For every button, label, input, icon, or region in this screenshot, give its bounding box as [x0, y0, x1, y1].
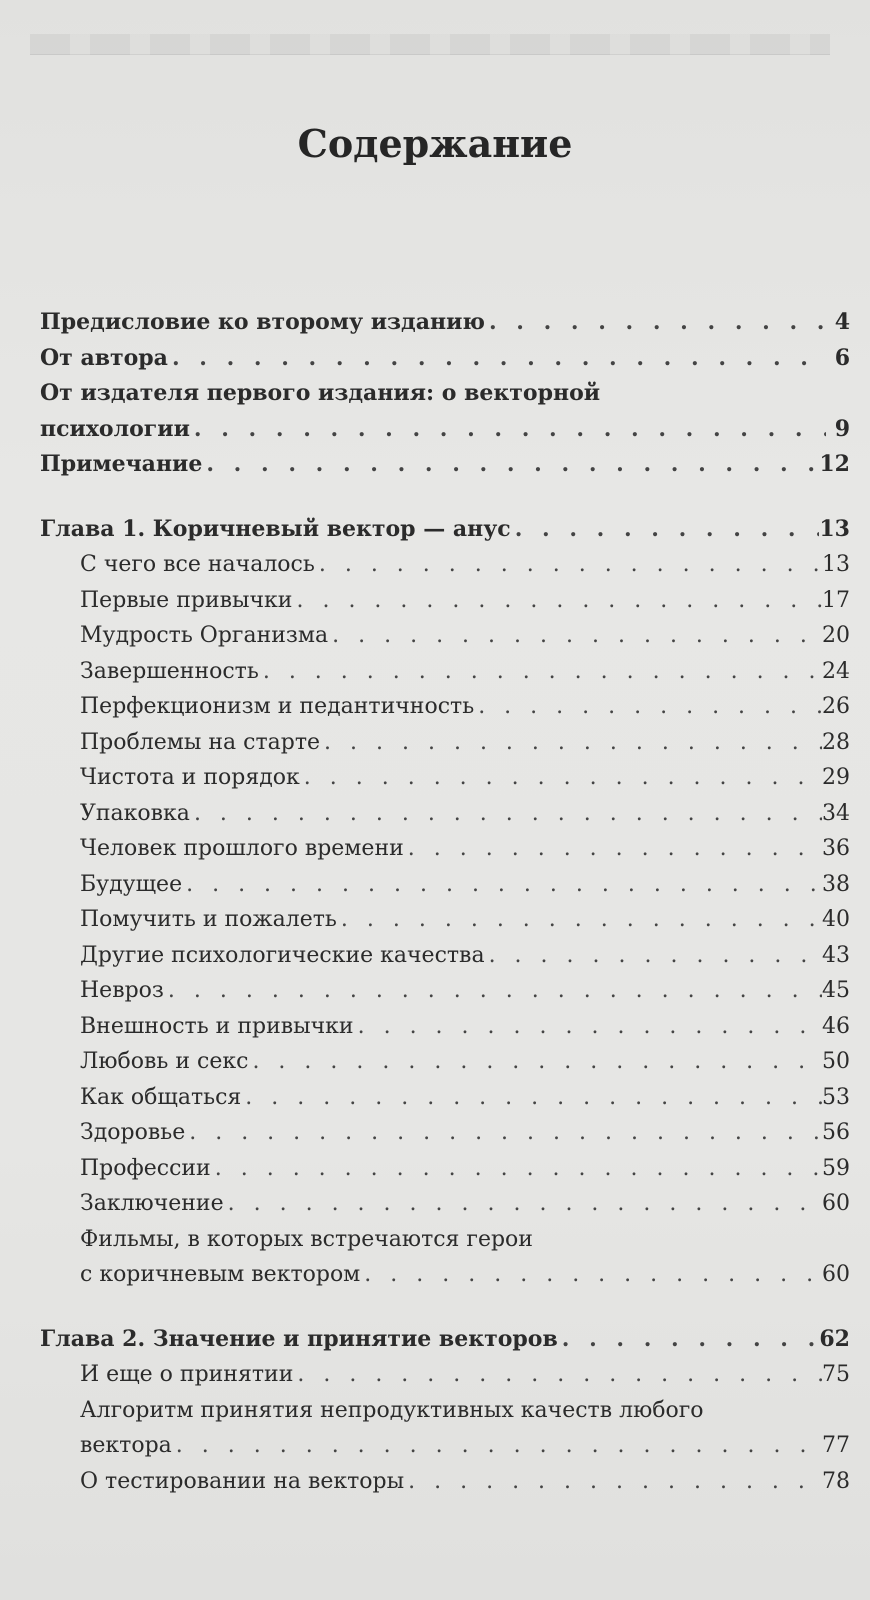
toc-entry-line [80, 689, 850, 725]
toc-entry [40, 1115, 850, 1151]
toc-entry-label: Внешность и привычки [80, 1013, 354, 1039]
dot-leader [202, 447, 819, 483]
toc-entry-line [80, 1151, 850, 1187]
dot-leader [474, 689, 822, 725]
toc-entry [40, 938, 850, 974]
toc-entry-label: Здоровье [80, 1120, 186, 1145]
toc-entry-label: С чего все началось [80, 552, 315, 577]
toc-entry-line [80, 796, 850, 832]
toc-entry-label: Будущее [80, 871, 183, 897]
dot-leader [164, 973, 822, 1009]
toc-entry-label: Помучить и пожалеть [80, 907, 337, 932]
dot-leader [259, 654, 822, 690]
toc-entry-line [80, 760, 850, 796]
toc-entry-line [80, 831, 850, 867]
toc-entry-line [80, 1009, 850, 1045]
toc-entry-label: Мудрость Организма [80, 623, 329, 648]
dot-leader [511, 512, 820, 548]
toc-entry-line [80, 1393, 850, 1429]
toc-entry [40, 1464, 850, 1500]
dot-leader [211, 1151, 822, 1187]
toc-section [40, 1322, 850, 1500]
toc-entry [40, 654, 850, 690]
dot-leader [404, 1464, 822, 1500]
toc-entry-line [80, 1428, 850, 1464]
toc-entry-heading [40, 376, 850, 447]
toc-entry-line [80, 1464, 850, 1500]
toc-entry-label: И еще о принятии [80, 1362, 294, 1387]
toc-entry [40, 831, 850, 867]
toc-page-number: 6 [834, 344, 850, 371]
dot-leader [360, 1257, 822, 1293]
toc-entry-label: Профессии [80, 1155, 211, 1181]
dot-leader [293, 1357, 822, 1393]
dot-leader [315, 547, 822, 583]
toc-page-number: 46 [822, 1013, 850, 1039]
toc-entry-label: Фильмы, в которых встречаются герои [80, 1226, 533, 1252]
toc-page-number: 24 [822, 658, 850, 684]
dot-leader [485, 938, 822, 974]
page-title: Содержание [297, 121, 573, 167]
dot-leader [300, 760, 822, 796]
dot-leader [292, 583, 822, 619]
toc-entry-label: Чистота и порядок [80, 765, 300, 790]
toc-entry [40, 1009, 850, 1045]
toc-entry [40, 1222, 850, 1293]
toc-page-number: 17 [822, 587, 850, 613]
toc-entry [40, 583, 850, 619]
toc-entry-line [80, 1357, 850, 1393]
toc-entry [40, 725, 850, 761]
toc-entry-label: О тестировании на векторы [80, 1468, 405, 1494]
toc-entry [40, 1357, 850, 1393]
toc-entry-label: Примечание [40, 451, 203, 477]
dot-leader [404, 831, 822, 867]
toc-entry-line [80, 1222, 850, 1258]
toc-entry-line [80, 547, 850, 583]
toc-entry-label: Невроз [80, 978, 164, 1003]
toc-entry-label: Перфекционизм и педантичность [80, 694, 475, 719]
dot-leader [320, 725, 822, 761]
toc-entry [40, 1080, 850, 1116]
toc-entry-label: Алгоритм принятия непродуктивных качеств любого [80, 1397, 704, 1423]
toc-entry-label: Заключение [80, 1191, 224, 1216]
toc-entry-line [80, 1044, 850, 1080]
dot-leader [224, 1186, 822, 1222]
toc-page-number: 53 [822, 1084, 850, 1110]
toc-entry-label: Проблемы на старте [80, 729, 321, 755]
toc-entry-heading [40, 1322, 850, 1358]
toc-entry-label: Как общаться [80, 1084, 242, 1110]
toc-entry-line [40, 412, 850, 448]
toc-entry-label: Глава 2. Значение и принятие векторов [40, 1325, 558, 1352]
toc-entry-heading [40, 512, 850, 548]
toc-page-number: 60 [822, 1262, 850, 1287]
toc-page-number: 60 [822, 1191, 850, 1216]
toc-entry-line [80, 1257, 850, 1293]
dot-leader [248, 1044, 822, 1080]
toc-section [40, 512, 850, 1293]
toc-page-number: 40 [822, 907, 850, 932]
toc-entry-label: Предисловие ко второму изданию [40, 309, 485, 335]
toc-entry-line [40, 341, 850, 377]
toc-page-number: 26 [822, 694, 850, 719]
toc-entry-line [80, 725, 850, 761]
toc-page-number: 36 [822, 836, 850, 861]
toc-entry-line [80, 654, 850, 690]
toc-entry [40, 902, 850, 938]
toc-entry [40, 1044, 850, 1080]
toc-section [40, 305, 850, 483]
toc-entry-label: Первые привычки [80, 587, 293, 613]
table-of-contents [40, 305, 850, 1499]
dot-leader [185, 1115, 822, 1151]
toc-entry-line [40, 376, 850, 412]
dot-leader [182, 867, 822, 903]
toc-entry-line [80, 1080, 850, 1116]
toc-entry-label: Другие психологические качества [80, 942, 485, 968]
toc-entry-line [80, 867, 850, 903]
toc-page-number: 75 [822, 1362, 850, 1387]
toc-entry [40, 1186, 850, 1222]
toc-entry [40, 689, 850, 725]
toc-entry-line [80, 1186, 850, 1222]
toc-entry-line [80, 583, 850, 619]
toc-entry-label: От автора [40, 344, 168, 371]
toc-page-number: 62 [819, 1325, 850, 1352]
dot-leader [558, 1322, 820, 1358]
toc-entry-label: Упаковка [80, 800, 190, 826]
toc-entry-line [80, 618, 850, 654]
toc-entry-label: с коричневым вектором [80, 1262, 361, 1287]
dot-leader [328, 618, 822, 654]
dot-leader [190, 412, 826, 448]
toc-entry [40, 618, 850, 654]
toc-page-number: 45 [822, 978, 850, 1003]
toc-entry-label: Завершенность [80, 658, 259, 684]
dot-leader [485, 305, 826, 341]
toc-entry-heading [40, 447, 850, 483]
toc-page-number: 34 [822, 800, 850, 826]
toc-entry [40, 867, 850, 903]
toc-page-number: 13 [822, 552, 850, 577]
dot-leader [337, 902, 822, 938]
dot-leader [172, 1428, 822, 1464]
toc-entry-line [80, 902, 850, 938]
toc-entry-label: Человек прошлого времени [80, 836, 404, 861]
dot-leader [241, 1080, 822, 1116]
toc-entry-line [80, 1115, 850, 1151]
toc-page-number: 38 [822, 871, 850, 897]
dot-leader [168, 341, 826, 377]
toc-entry [40, 973, 850, 1009]
toc-entry-label: От издателя первого издания: о векторной [40, 380, 601, 406]
toc-page-number: 12 [819, 451, 850, 477]
toc-page-number: 4 [834, 309, 850, 335]
toc-entry [40, 760, 850, 796]
bleed-through-header [30, 34, 830, 55]
toc-page-number: 56 [822, 1120, 850, 1145]
dot-leader [354, 1009, 822, 1045]
toc-page-number: 78 [822, 1468, 850, 1494]
toc-entry-line [40, 447, 850, 483]
toc-entry-heading [40, 341, 850, 377]
toc-entry-label: Глава 1. Коричневый вектор — анус [40, 515, 511, 542]
toc-page-number: 28 [822, 729, 850, 755]
toc-page-number: 43 [822, 942, 850, 968]
toc-page-number: 29 [822, 765, 850, 790]
toc-entry-line [40, 512, 850, 548]
toc-page-number: 50 [822, 1049, 850, 1074]
toc-entry [40, 796, 850, 832]
toc-entry-heading [40, 305, 850, 341]
toc-entry [40, 1393, 850, 1464]
dot-leader [190, 796, 822, 832]
toc-page-number: 77 [822, 1433, 850, 1458]
toc-entry-line [80, 938, 850, 974]
toc-page-number: 20 [822, 623, 850, 648]
toc-entry-label: вектора [80, 1433, 172, 1458]
toc-page-number: 59 [822, 1155, 850, 1181]
toc-page-number: 9 [834, 415, 850, 442]
toc-entry-line [40, 305, 850, 341]
toc-entry [40, 547, 850, 583]
toc-entry-label: Любовь и секс [80, 1049, 249, 1074]
toc-entry [40, 1151, 850, 1187]
toc-entry-line [80, 973, 850, 1009]
toc-entry-label: психологии [40, 415, 190, 442]
toc-page-number: 13 [819, 515, 850, 542]
toc-entry-line [40, 1322, 850, 1358]
